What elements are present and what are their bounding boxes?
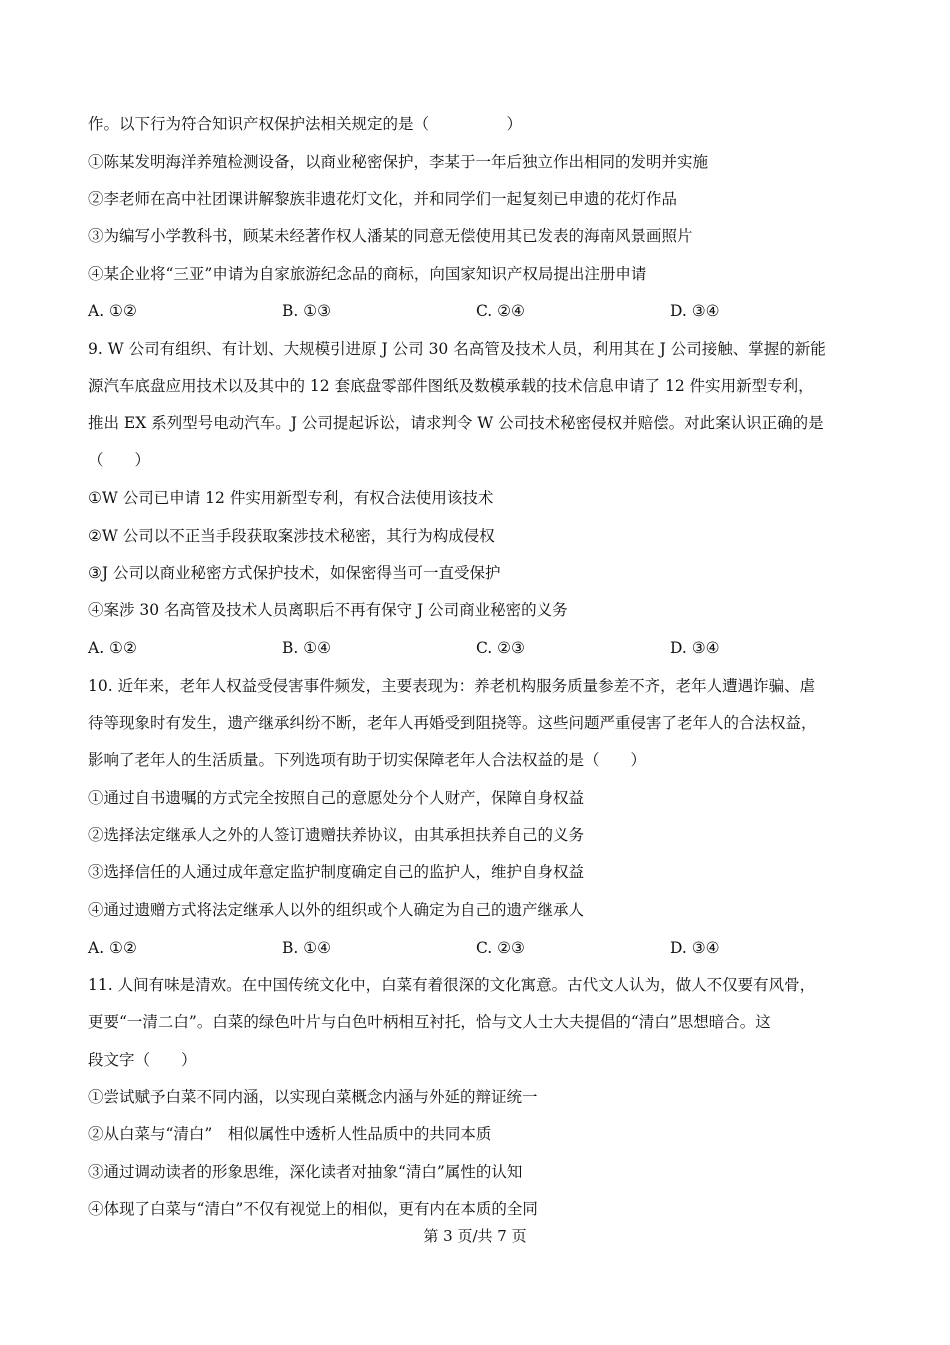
q8-item-3: ③为编写小学教科书，顾某未经著作权人潘某的同意无偿使用其已发表的海南风景画照片 [88, 227, 693, 245]
q9-stem-line-1: 9. W 公司有组织、有计划、大规模引进原 J 公司 30 名高管及技术人员，利用其在 J 公司接触、掌握的新能 [88, 340, 826, 358]
q8-stem: 作。以下行为符合知识产权保护法相关规定的是（ ） [88, 115, 523, 133]
q10-stem-line-1: 10. 近年来，老年人权益受侵害事件频发，主要表现为：养老机构服务质量参差不齐，老年人遭遇诈骗、虐 [88, 677, 816, 695]
q8-option-d[interactable]: D. ③④ [670, 302, 720, 320]
q10-stem-line-3: 影响了老年人的生活质量。下列选项有助于切实保障老年人合法权益的是（ ） [88, 751, 647, 769]
q8-item-1: ①陈某发明海洋养殖检测设备，以商业秘密保护，李某于一年后独立作出相同的发明并实施 [88, 153, 709, 171]
q8-option-b[interactable]: B. ①③ [282, 302, 332, 320]
q9-item-3: ③J 公司以商业秘密方式保护技术，如保密得当可一直受保护 [88, 564, 501, 582]
q10-item-3: ③选择信任的人通过成年意定监护制度确定自己的监护人，维护自身权益 [88, 863, 585, 881]
q9-stem-line-2: 源汽车底盘应用技术以及其中的 12 套底盘零部件图纸及数模承载的技术信息申请了 12 件实用新型专利， [88, 377, 814, 395]
q9-option-c[interactable]: C. ②③ [476, 639, 525, 657]
q8-option-a[interactable]: A. ①② [88, 302, 137, 320]
q9-item-2: ②W 公司以不正当手段获取案涉技术秘密，其行为构成侵权 [88, 527, 495, 545]
q10-option-c[interactable]: C. ②③ [476, 939, 525, 957]
q11-item-2: ②从白菜与“清白” 相似属性中透析人性品质中的共同本质 [88, 1125, 492, 1143]
q10-option-d[interactable]: D. ③④ [670, 939, 720, 957]
q9-stem-line-4: （ ） [88, 451, 151, 469]
q10-stem-line-2: 待等现象时有发生，遗产继承纠纷不断，老年人再婚受到阻挠等。这些问题严重侵害了老年人的合法权益， [88, 714, 817, 732]
q10-options [88, 938, 878, 958]
q9-option-d[interactable]: D. ③④ [670, 639, 720, 657]
q11-item-4: ④体现了白菜与“清白”不仅有视觉上的相似，更有内在本质的全同 [88, 1200, 538, 1218]
q11-stem-line-3: 段文字（ ） [88, 1051, 197, 1069]
q8-option-c[interactable]: C. ②④ [476, 302, 525, 320]
q10-option-a[interactable]: A. ①② [88, 939, 137, 957]
q10-item-1: ①通过自书遗嘱的方式完全按照自己的意愿处分个人财产，保障自身权益 [88, 789, 585, 807]
q11-stem-line-1: 11. 人间有味是清欢。在中国传统文化中，白菜有着很深的文化寓意。古代文人认为，做人不仅要有风骨， [88, 976, 816, 994]
q11-stem-line-2: 更要“一清二白”。白菜的绿色叶片与白色叶柄相互衬托，恰与文人士大夫提倡的“清白”思想暗合。这 [88, 1013, 771, 1031]
q8-item-4: ④某企业将“三亚”申请为自家旅游纪念品的商标，向国家知识产权局提出注册申请 [88, 265, 647, 283]
q8-options [88, 301, 878, 321]
q9-item-1: ①W 公司已申请 12 件实用新型专利，有权合法使用该技术 [88, 489, 494, 507]
q9-option-a[interactable]: A. ①② [88, 639, 137, 657]
q10-option-b[interactable]: B. ①④ [282, 939, 332, 957]
q11-item-3: ③通过调动读者的形象思维，深化读者对抽象“清白”属性的认知 [88, 1163, 523, 1181]
q9-item-4: ④案涉 30 名高管及技术人员离职后不再有保守 J 公司商业秘密的义务 [88, 601, 568, 619]
q9-option-b[interactable]: B. ①④ [282, 639, 332, 657]
page-number-footer: 第 3 页/共 7 页 [423, 1227, 527, 1245]
q10-item-4: ④通过遗赠方式将法定继承人以外的组织或个人确定为自己的遗产继承人 [88, 901, 585, 919]
q11-item-1: ①尝试赋予白菜不同内涵，以实现白菜概念内涵与外延的辩证统一 [88, 1088, 538, 1106]
q9-options [88, 638, 878, 658]
q9-stem-line-3: 推出 EX 系列型号电动汽车。J 公司提起诉讼，请求判令 W 公司技术秘密侵权并赔偿。对此案认识正确的是 [88, 414, 824, 432]
q8-item-2: ②李老师在高中社团课讲解黎族非遗花灯文化，并和同学们一起复刻已申遗的花灯作品 [88, 190, 678, 208]
q10-item-2: ②选择法定继承人之外的人签订遗赠扶养协议，由其承担扶养自己的义务 [88, 826, 585, 844]
